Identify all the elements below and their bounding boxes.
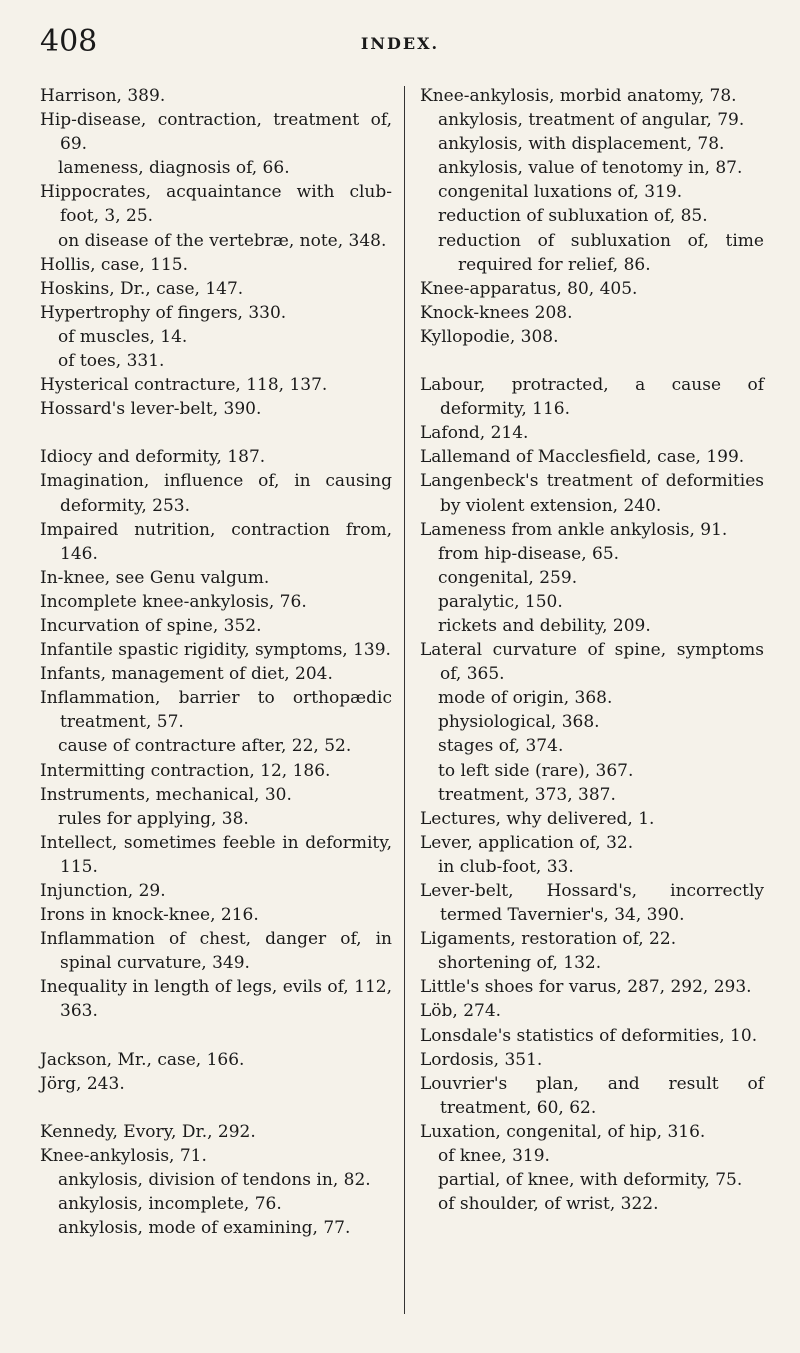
index-subentry: rickets and debility, 209. [438, 615, 651, 636]
page-number: 408 [40, 24, 98, 59]
index-entry: Kennedy, Evory, Dr., 292. [40, 1121, 256, 1142]
index-entry: Knock-knees 208. [420, 302, 573, 323]
section-gap [40, 1024, 392, 1048]
index-entry: Infants, management of diet, 204. [40, 664, 333, 685]
index-subentry: reduction of subluxation of, time required for relief, 86. [438, 230, 764, 275]
index-entry: Inflammation of chest, danger of, in spinal curvature, 349. [40, 929, 392, 974]
index-subentry: stages of, 374. [438, 736, 564, 757]
index-entry: Löb, 274. [420, 1001, 502, 1022]
index-entry: Jackson, Mr., case, 166. [40, 1049, 245, 1070]
index-entry: Little's shoes for varus, 287, 292, 293. [420, 977, 752, 998]
index-subentry: ankylosis, incomplete, 76. [58, 1194, 282, 1215]
index-subentry: shortening of, 132. [438, 953, 602, 974]
index-entry: Ligaments, restoration of, 22. [420, 929, 677, 950]
index-entry: Lever, application of, 32. [420, 832, 634, 853]
index-subentry: ankylosis, with displacement, 78. [438, 134, 725, 155]
index-entry: Lonsdale's statistics of deformities, 10. [420, 1025, 758, 1046]
index-entry: Harrison, 389. [40, 86, 166, 106]
index-entry: Incurvation of spine, 352. [40, 615, 262, 636]
index-entry: Louvrier's plan, and result of treatment, 60, 62. [420, 1073, 764, 1118]
index-entry: Luxation, congenital, of hip, 316. [420, 1121, 706, 1142]
index-entry: Lever-belt, Hossard's, incorrectly termed Tavernier's, 34, 390. [420, 881, 764, 926]
section-gap [420, 349, 764, 373]
column-divider [404, 86, 405, 1314]
index-entry: Hypertrophy of fingers, 330. [40, 302, 287, 323]
index-subentry: paralytic, 150. [438, 591, 563, 612]
index-subentry: of knee, 319. [438, 1146, 550, 1167]
section-gap [40, 1096, 392, 1120]
index-entry: Intellect, sometimes feeble in deformity, 115. [40, 832, 392, 877]
index-subentry: partial, of knee, with deformity, 75. [438, 1170, 743, 1191]
index-entry: Knee-ankylosis, 71. [40, 1145, 207, 1166]
index-subentry: ankylosis, mode of examining, 77. [58, 1218, 351, 1239]
index-entry: Incomplete knee-ankylosis, 76. [40, 591, 307, 612]
index-entry: Imagination, influence of, in causing deformity, 253. [40, 471, 392, 516]
index-entry: Idiocy and deformity, 187. [40, 447, 266, 468]
index-entry: Jörg, 243. [40, 1073, 125, 1094]
index-entry: Lectures, why delivered, 1. [420, 808, 655, 829]
index-subentry: mode of origin, 368. [438, 688, 613, 709]
index-entry: Hysterical contracture, 118, 137. [40, 375, 328, 396]
index-entry: Langenbeck's treatment of deformities by violent extension, 240. [420, 471, 764, 516]
index-entry: Hollis, case, 115. [40, 254, 189, 275]
index-subentry: to left side (rare), 367. [438, 760, 634, 781]
index-subentry: ankylosis, treatment of angular, 79. [438, 110, 745, 131]
index-column-left [40, 84, 392, 1240]
index-entry: Knee-ankylosis, morbid anatomy, 78. [420, 86, 737, 106]
index-entry: Impaired nutrition, contraction from, 146. [40, 519, 392, 564]
index-entry: Instruments, mechanical, 30. [40, 784, 292, 805]
index-subentry: ankylosis, division of tendons in, 82. [58, 1169, 371, 1190]
running-head: INDEX. [360, 34, 440, 53]
index-entry: Irons in knock-knee, 216. [40, 905, 259, 926]
index-subentry: of muscles, 14. [58, 326, 188, 347]
index-entry: Kyllopodie, 308. [420, 326, 559, 347]
index-entry: Injunction, 29. [40, 881, 166, 901]
index-entry: Intermitting contraction, 12, 186. [40, 760, 331, 781]
index-subentry: on disease of the vertebræ, note, 348. [58, 230, 387, 251]
index-entry: Lallemand of Macclesfield, case, 199. [420, 447, 745, 468]
index-subentry: ankylosis, value of tenotomy in, 87. [438, 158, 743, 179]
index-column-right [420, 84, 764, 1216]
index-subentry: lameness, diagnosis of, 66. [58, 158, 290, 179]
index-entry: In-knee, see Genu valgum. [40, 567, 270, 588]
index-entry: Infantile spastic rigidity, symptoms, 139. [40, 640, 391, 661]
index-entry: Hossard's lever-belt, 390. [40, 399, 262, 420]
index-entry: Inequality in length of legs, evils of, 112, 363. [40, 977, 392, 1022]
index-subentry: of shoulder, of wrist, 322. [438, 1194, 659, 1215]
index-entry: Labour, protracted, a cause of deformity, 116. [420, 375, 764, 420]
index-entry: Lordosis, 351. [420, 1049, 543, 1070]
index-entry: Lateral curvature of spine, symptoms of, 365. [420, 640, 764, 685]
index-subentry: of toes, 331. [58, 351, 165, 372]
index-subentry: congenital luxations of, 319. [438, 182, 683, 203]
index-entry: Hoskins, Dr., case, 147. [40, 278, 244, 299]
index-entry: Hip-disease, contraction, treatment of, 69. [40, 110, 392, 155]
index-subentry: cause of contracture after, 22, 52. [58, 736, 352, 757]
index-subentry: in club-foot, 33. [438, 856, 574, 877]
index-entry: Inflammation, barrier to orthopædic treatment, 57. [40, 688, 392, 733]
index-entry: Lameness from ankle ankylosis, 91. [420, 519, 728, 540]
index-entry: Lafond, 214. [420, 423, 529, 444]
index-subentry: rules for applying, 38. [58, 808, 249, 829]
index-subentry: from hip-disease, 65. [438, 543, 620, 564]
section-gap [40, 421, 392, 445]
index-subentry: reduction of subluxation of, 85. [438, 206, 708, 227]
index-subentry: physiological, 368. [438, 712, 600, 733]
index-subentry: treatment, 373, 387. [438, 784, 616, 805]
index-subentry: congenital, 259. [438, 567, 578, 588]
index-entry: Knee-apparatus, 80, 405. [420, 278, 638, 299]
index-entry: Hippocrates, acquaintance with club-foot, 3, 25. [40, 182, 392, 227]
